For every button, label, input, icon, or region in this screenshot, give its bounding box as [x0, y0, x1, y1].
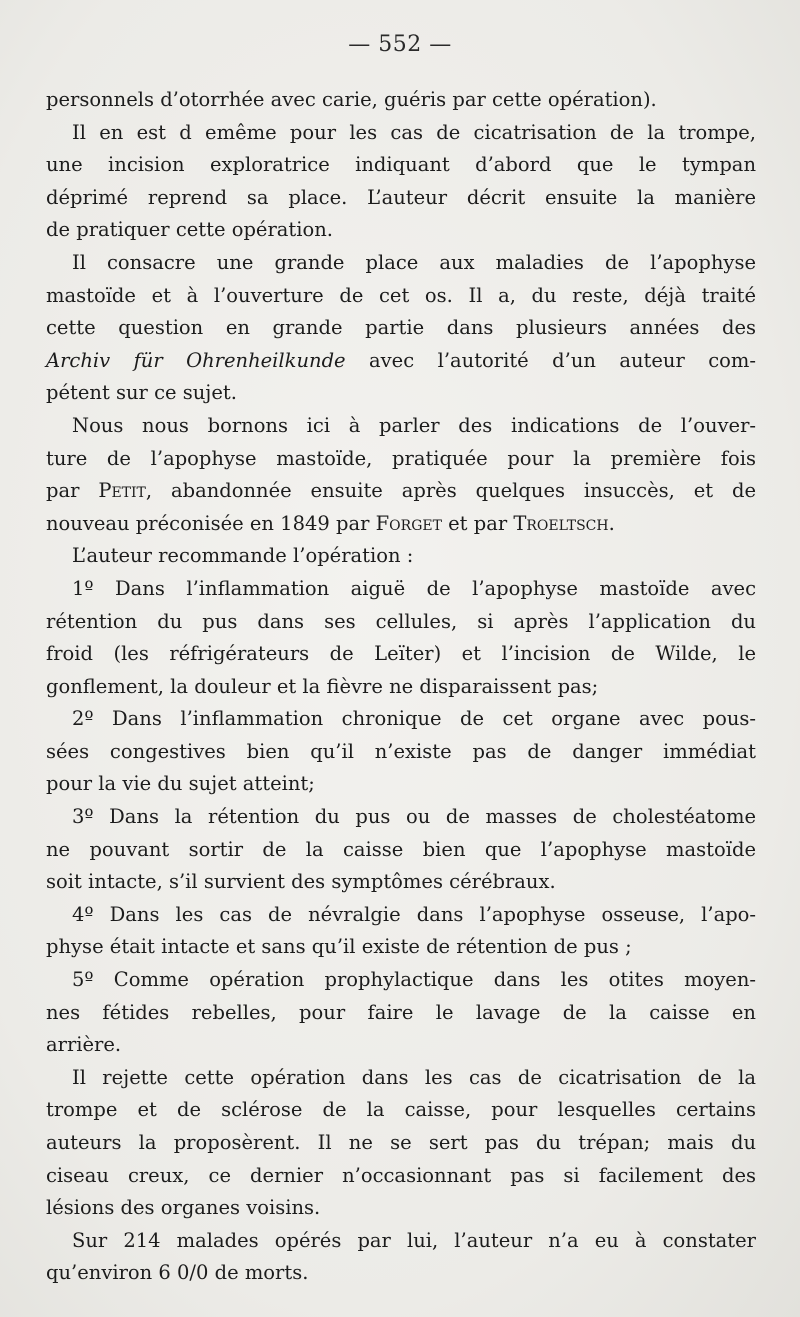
text-line: personnels d’otorrhée avec carie, guéris par cette opération).	[46, 88, 657, 111]
text-line: Il consacre une grande place aux maladies de l’apophyse	[72, 250, 756, 274]
text-line: soit intacte, s’il survient des symptômes cérébraux.	[46, 870, 556, 894]
page-number: — 552 —	[348, 32, 452, 57]
text-line: Il en est d emême pour les cas de cicatrisation de la trompe,	[72, 120, 756, 144]
text-line: lésions des organes voisins.	[46, 1196, 321, 1220]
text-fragment: .	[608, 511, 615, 535]
text-line: gonflement, la douleur et la fièvre ne disparaissent pas;	[46, 674, 599, 698]
text-line: nes fétides rebelles, pour faire le lavage de la caisse en	[46, 1000, 756, 1024]
text-line: Il rejette cette opération dans les cas de cicatrisation de la	[72, 1065, 756, 1089]
text-line: pétent sur ce sujet.	[46, 381, 237, 405]
text-line: 4º Dans les cas de névralgie dans l’apophyse osseuse, l’apo-	[72, 902, 756, 926]
text-line: 5º Comme opération prophylactique dans les otites moyen-	[72, 968, 756, 992]
text-fragment: par	[46, 479, 99, 503]
text-line	[46, 345, 756, 378]
text-line: 3º Dans la rétention du pus ou de masses de cholestéatome	[72, 805, 756, 829]
text-line: cette question en grande partie dans plusieurs années des	[46, 316, 756, 340]
text-line: déprimé reprend sa place. L’auteur décrit ensuite la manière	[46, 185, 756, 209]
text-line: rétention du pus dans ses cellules, si après l’application du	[46, 609, 756, 633]
text-line: Nous nous bornons ici à parler des indications de l’ouver-	[72, 413, 756, 437]
text-line: une incision exploratrice indiquant d’abord que le tympan	[46, 153, 756, 177]
author-name: Petit	[98, 479, 146, 503]
text-line: arrière.	[46, 1033, 122, 1057]
text-line: ne pouvant sortir de la caisse bien que l’apophyse mastoïde	[46, 837, 756, 861]
text-fragment: , abandonnée ensuite après quelques insuccès, et de	[145, 479, 756, 503]
text-line: 2º Dans l’inflammation chronique de cet organe avec pous-	[72, 707, 756, 731]
text-line	[46, 475, 756, 508]
text-line: 1º Dans l’inflammation aiguë de l’apophyse mastoïde avec	[72, 576, 756, 600]
text-line: trompe et de sclérose de la caisse, pour lesquelles certains	[46, 1098, 756, 1122]
text-line	[46, 508, 756, 541]
author-name: Troeltsch	[513, 511, 609, 535]
author-name: Forget	[375, 511, 442, 535]
text-line: froid (les réfrigérateurs de Leïter) et l’incision de Wilde, le	[46, 642, 756, 666]
text-fragment: et par	[441, 511, 514, 535]
text-line: auteurs la proposèrent. Il ne se sert pas du trépan; mais du	[46, 1131, 756, 1154]
text-line: pour la vie du sujet atteint;	[46, 772, 315, 796]
body-text	[46, 84, 756, 1290]
text-line: sées congestives bien qu’il n’existe pas de danger immédiat	[46, 739, 756, 763]
text-line: L’auteur recommande l’opération :	[72, 544, 414, 568]
text-line: qu’environ 6 0/0 de morts.	[46, 1261, 309, 1285]
text-line: mastoïde et à l’ouverture de cet os. Il a, du reste, déjà traité	[46, 283, 756, 307]
text-fragment: nouveau préconisée en 1849 par	[46, 511, 376, 535]
text-fragment: avec l’autorité d’un auteur com-	[345, 348, 756, 372]
text-line: de pratiquer cette opération.	[46, 218, 333, 242]
text-line: ture de l’apophyse mastoïde, pratiquée pour la première fois	[46, 446, 756, 470]
text-line: physe était intacte et sans qu’il existe de rétention de pus ;	[46, 935, 632, 959]
text-line: ciseau creux, ce dernier n’occasionnant pas si facilement des	[46, 1163, 756, 1187]
text-line: Sur 214 malades opérés par lui, l’auteur n’a eu à constater	[72, 1228, 756, 1252]
journal-title: Archiv für Ohrenheilkunde	[46, 348, 346, 372]
